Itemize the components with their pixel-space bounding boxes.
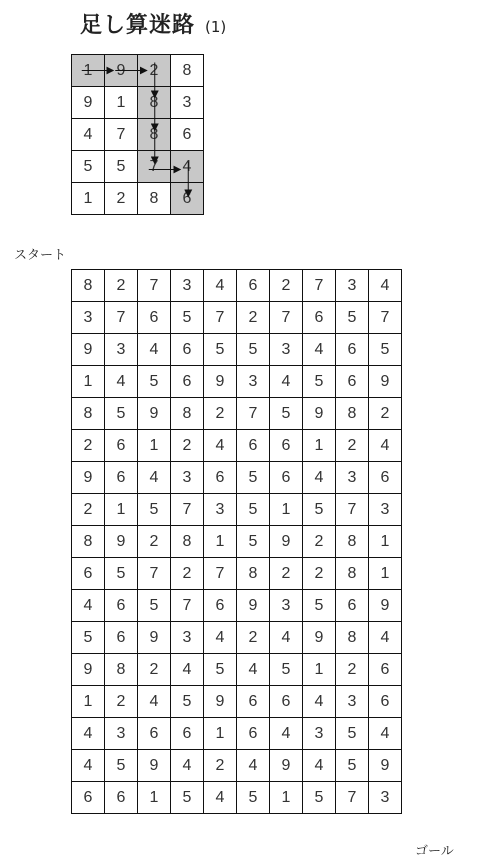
- puzzle-cell[interactable]: 3: [336, 270, 369, 302]
- puzzle-cell[interactable]: 2: [204, 398, 237, 430]
- puzzle-cell[interactable]: 5: [270, 654, 303, 686]
- puzzle-cell[interactable]: 5: [105, 558, 138, 590]
- puzzle-cell[interactable]: 4: [369, 718, 402, 750]
- example-cell: 5: [105, 151, 138, 183]
- puzzle-cell[interactable]: 1: [72, 686, 105, 718]
- puzzle-cell[interactable]: 5: [237, 526, 270, 558]
- puzzle-cell[interactable]: 2: [369, 398, 402, 430]
- puzzle-cell[interactable]: 3: [336, 686, 369, 718]
- puzzle-cell[interactable]: 8: [336, 398, 369, 430]
- puzzle-cell[interactable]: 3: [171, 622, 204, 654]
- puzzle-cell[interactable]: 4: [138, 334, 171, 366]
- puzzle-cell[interactable]: 7: [138, 270, 171, 302]
- puzzle-cell[interactable]: 6: [105, 430, 138, 462]
- example-cell: 1: [105, 87, 138, 119]
- puzzle-cell[interactable]: 7: [369, 302, 402, 334]
- puzzle-cell[interactable]: 8: [72, 398, 105, 430]
- puzzle-cell[interactable]: 9: [138, 622, 171, 654]
- puzzle-cell[interactable]: 7: [204, 558, 237, 590]
- puzzle-cell[interactable]: 3: [105, 718, 138, 750]
- puzzle-cell[interactable]: 9: [270, 526, 303, 558]
- puzzle-cell[interactable]: 4: [72, 590, 105, 622]
- puzzle-cell[interactable]: 2: [204, 750, 237, 782]
- puzzle-cell[interactable]: 5: [72, 622, 105, 654]
- example-row: [72, 55, 204, 87]
- puzzle-cell[interactable]: 9: [204, 366, 237, 398]
- puzzle-cell[interactable]: 3: [270, 590, 303, 622]
- puzzle-cell[interactable]: 3: [369, 494, 402, 526]
- puzzle-row: [72, 366, 402, 398]
- puzzle-cell[interactable]: 7: [204, 302, 237, 334]
- title-number: (1): [205, 18, 227, 36]
- puzzle-cell[interactable]: 5: [336, 718, 369, 750]
- puzzle-row: [72, 526, 402, 558]
- example-row: [72, 87, 204, 119]
- puzzle-cell[interactable]: 7: [336, 782, 369, 814]
- example-cell: 1: [72, 55, 105, 87]
- puzzle-cell[interactable]: 1: [138, 782, 171, 814]
- puzzle-row: [72, 334, 402, 366]
- puzzle-cell[interactable]: 6: [72, 782, 105, 814]
- puzzle-cell[interactable]: 9: [237, 590, 270, 622]
- puzzle-cell[interactable]: 5: [204, 654, 237, 686]
- puzzle-cell[interactable]: 4: [369, 430, 402, 462]
- puzzle-cell[interactable]: 4: [369, 622, 402, 654]
- puzzle-cell[interactable]: 1: [369, 526, 402, 558]
- puzzle-cell[interactable]: 1: [72, 366, 105, 398]
- puzzle-cell[interactable]: 2: [138, 654, 171, 686]
- puzzle-cell[interactable]: 9: [72, 334, 105, 366]
- puzzle-cell[interactable]: 9: [369, 366, 402, 398]
- start-label: スタート: [14, 248, 67, 263]
- puzzle-cell[interactable]: 5: [138, 590, 171, 622]
- puzzle-cell[interactable]: 4: [303, 462, 336, 494]
- puzzle-cell[interactable]: 5: [270, 398, 303, 430]
- example-cell: 1: [72, 183, 105, 215]
- puzzle-cell[interactable]: 1: [270, 494, 303, 526]
- puzzle-cell[interactable]: 2: [171, 558, 204, 590]
- puzzle-grid: [71, 269, 402, 814]
- puzzle-cell[interactable]: 2: [270, 558, 303, 590]
- puzzle-cell[interactable]: 2: [237, 302, 270, 334]
- puzzle-cell[interactable]: 4: [303, 334, 336, 366]
- puzzle-cell[interactable]: 3: [237, 366, 270, 398]
- puzzle-cell[interactable]: 9: [303, 622, 336, 654]
- puzzle-cell[interactable]: 6: [369, 654, 402, 686]
- puzzle-cell[interactable]: 2: [336, 654, 369, 686]
- puzzle-cell[interactable]: 6: [369, 686, 402, 718]
- puzzle-cell[interactable]: 5: [303, 782, 336, 814]
- puzzle-cell[interactable]: 5: [336, 750, 369, 782]
- puzzle-cell[interactable]: 9: [270, 750, 303, 782]
- puzzle-cell[interactable]: 4: [270, 622, 303, 654]
- puzzle-cell[interactable]: 4: [204, 270, 237, 302]
- puzzle-cell[interactable]: 5: [237, 782, 270, 814]
- puzzle-cell[interactable]: 1: [369, 558, 402, 590]
- puzzle-row: [72, 590, 402, 622]
- title-main: 足し算迷路: [80, 13, 196, 38]
- puzzle-cell[interactable]: 4: [303, 750, 336, 782]
- puzzle-cell[interactable]: 5: [303, 494, 336, 526]
- puzzle-cell[interactable]: 6: [270, 430, 303, 462]
- puzzle-cell[interactable]: 3: [171, 270, 204, 302]
- puzzle-cell[interactable]: 8: [237, 558, 270, 590]
- puzzle-cell[interactable]: 9: [138, 750, 171, 782]
- puzzle-cell[interactable]: 5: [105, 398, 138, 430]
- puzzle-cell[interactable]: 9: [72, 462, 105, 494]
- puzzle-cell[interactable]: 5: [171, 686, 204, 718]
- puzzle-cell[interactable]: 5: [303, 366, 336, 398]
- puzzle-cell[interactable]: 5: [369, 334, 402, 366]
- puzzle-cell[interactable]: 4: [171, 654, 204, 686]
- puzzle-row: [72, 622, 402, 654]
- example-cell: 8: [171, 55, 204, 87]
- puzzle-cell[interactable]: 6: [237, 270, 270, 302]
- puzzle-cell[interactable]: 2: [303, 526, 336, 558]
- puzzle-cell[interactable]: 6: [105, 782, 138, 814]
- puzzle-cell[interactable]: 5: [204, 334, 237, 366]
- puzzle-cell[interactable]: 6: [72, 558, 105, 590]
- puzzle-cell[interactable]: 4: [369, 270, 402, 302]
- puzzle-row: [72, 270, 402, 302]
- example-cell: 4: [171, 151, 204, 183]
- puzzle-cell[interactable]: 6: [138, 718, 171, 750]
- puzzle-row: [72, 750, 402, 782]
- example-cell: 8: [138, 183, 171, 215]
- puzzle-cell[interactable]: 6: [270, 686, 303, 718]
- puzzle-row: [72, 462, 402, 494]
- puzzle-cell[interactable]: 6: [336, 334, 369, 366]
- puzzle-cell[interactable]: 4: [138, 462, 171, 494]
- puzzle-cell[interactable]: 4: [204, 430, 237, 462]
- example-cell: 5: [72, 151, 105, 183]
- example-cell: 6: [171, 119, 204, 151]
- puzzle-cell[interactable]: 8: [336, 622, 369, 654]
- puzzle-cell[interactable]: 3: [303, 718, 336, 750]
- puzzle-cell[interactable]: 8: [72, 270, 105, 302]
- puzzle-cell[interactable]: 6: [336, 590, 369, 622]
- puzzle-cell[interactable]: 6: [237, 430, 270, 462]
- puzzle-cell[interactable]: 4: [138, 686, 171, 718]
- puzzle-cell[interactable]: 3: [105, 334, 138, 366]
- puzzle-cell[interactable]: 6: [105, 462, 138, 494]
- puzzle-cell[interactable]: 3: [171, 462, 204, 494]
- page-title: [80, 8, 226, 38]
- puzzle-cell[interactable]: 3: [369, 782, 402, 814]
- example-row: [72, 151, 204, 183]
- puzzle-cell[interactable]: 3: [270, 334, 303, 366]
- puzzle-cell[interactable]: 7: [138, 558, 171, 590]
- puzzle-cell[interactable]: 1: [138, 430, 171, 462]
- puzzle-cell[interactable]: 5: [171, 782, 204, 814]
- puzzle-cell[interactable]: 2: [303, 558, 336, 590]
- puzzle-cell[interactable]: 2: [105, 270, 138, 302]
- puzzle-cell[interactable]: 2: [171, 430, 204, 462]
- puzzle-cell[interactable]: 9: [72, 654, 105, 686]
- puzzle-cell[interactable]: 9: [138, 398, 171, 430]
- puzzle-cell[interactable]: 4: [204, 782, 237, 814]
- puzzle-cell[interactable]: 6: [171, 334, 204, 366]
- puzzle-cell[interactable]: 2: [336, 430, 369, 462]
- puzzle-cell[interactable]: 7: [171, 494, 204, 526]
- puzzle-cell[interactable]: 9: [204, 686, 237, 718]
- puzzle-cell[interactable]: 1: [204, 526, 237, 558]
- puzzle-cell[interactable]: 4: [72, 750, 105, 782]
- example-cell: 6: [171, 183, 204, 215]
- puzzle-cell[interactable]: 1: [303, 654, 336, 686]
- puzzle-cell[interactable]: 8: [336, 558, 369, 590]
- puzzle-cell[interactable]: 5: [237, 462, 270, 494]
- puzzle-cell[interactable]: 4: [72, 718, 105, 750]
- puzzle-cell[interactable]: 8: [105, 654, 138, 686]
- puzzle-cell[interactable]: 7: [237, 398, 270, 430]
- puzzle-cell[interactable]: 2: [72, 430, 105, 462]
- puzzle-cell[interactable]: 4: [204, 622, 237, 654]
- puzzle-cell[interactable]: 1: [105, 494, 138, 526]
- example-cell: 2: [138, 55, 171, 87]
- puzzle-cell[interactable]: 6: [237, 718, 270, 750]
- puzzle-cell[interactable]: 3: [72, 302, 105, 334]
- puzzle-cell[interactable]: 6: [105, 622, 138, 654]
- puzzle-row: [72, 686, 402, 718]
- puzzle-cell[interactable]: 4: [105, 366, 138, 398]
- puzzle-cell[interactable]: 5: [171, 302, 204, 334]
- puzzle-row: [72, 430, 402, 462]
- puzzle-cell[interactable]: 6: [270, 462, 303, 494]
- puzzle-cell[interactable]: 2: [72, 494, 105, 526]
- example-row: [72, 183, 204, 215]
- puzzle-cell[interactable]: 6: [369, 462, 402, 494]
- example-cell: 8: [138, 119, 171, 151]
- puzzle-row: [72, 398, 402, 430]
- puzzle-row: [72, 494, 402, 526]
- puzzle-cell[interactable]: 6: [138, 302, 171, 334]
- example-grid: [71, 54, 204, 215]
- puzzle-cell[interactable]: 6: [237, 686, 270, 718]
- puzzle-cell[interactable]: 6: [171, 366, 204, 398]
- puzzle-cell[interactable]: 7: [303, 270, 336, 302]
- puzzle-cell[interactable]: 6: [204, 462, 237, 494]
- puzzle-cell[interactable]: 3: [204, 494, 237, 526]
- puzzle-cell[interactable]: 2: [105, 686, 138, 718]
- example-row: [72, 119, 204, 151]
- puzzle-cell[interactable]: 4: [270, 366, 303, 398]
- example-cell: 8: [138, 87, 171, 119]
- puzzle-cell[interactable]: 6: [303, 302, 336, 334]
- puzzle-cell[interactable]: 8: [72, 526, 105, 558]
- puzzle-cell[interactable]: 5: [336, 302, 369, 334]
- puzzle-cell[interactable]: 6: [171, 718, 204, 750]
- puzzle-cell[interactable]: 6: [204, 590, 237, 622]
- example-cell: 9: [105, 55, 138, 87]
- puzzle-cell[interactable]: 7: [270, 302, 303, 334]
- example-cell: 3: [171, 87, 204, 119]
- example-cell: 2: [105, 183, 138, 215]
- puzzle-cell[interactable]: 4: [171, 750, 204, 782]
- puzzle-row: [72, 782, 402, 814]
- puzzle-cell[interactable]: 1: [303, 430, 336, 462]
- puzzle-cell[interactable]: 9: [369, 750, 402, 782]
- puzzle-cell[interactable]: 7: [171, 590, 204, 622]
- example-cell: 7: [105, 119, 138, 151]
- example-cell: 7: [138, 151, 171, 183]
- puzzle-cell[interactable]: 8: [171, 398, 204, 430]
- puzzle-cell[interactable]: 4: [270, 718, 303, 750]
- puzzle-cell[interactable]: 1: [204, 718, 237, 750]
- puzzle-row: [72, 302, 402, 334]
- puzzle-cell[interactable]: 6: [105, 590, 138, 622]
- puzzle-row: [72, 654, 402, 686]
- puzzle-cell[interactable]: 5: [138, 366, 171, 398]
- puzzle-cell[interactable]: 9: [105, 526, 138, 558]
- puzzle-cell[interactable]: 5: [237, 494, 270, 526]
- puzzle-cell[interactable]: 8: [336, 526, 369, 558]
- puzzle-cell[interactable]: 2: [270, 270, 303, 302]
- puzzle-cell[interactable]: 5: [105, 750, 138, 782]
- example-cell: 9: [72, 87, 105, 119]
- puzzle-cell[interactable]: 4: [237, 654, 270, 686]
- puzzle-cell[interactable]: 5: [138, 494, 171, 526]
- puzzle-cell[interactable]: 4: [303, 686, 336, 718]
- puzzle-row: [72, 718, 402, 750]
- example-cell: 4: [72, 119, 105, 151]
- puzzle-cell[interactable]: 3: [336, 462, 369, 494]
- goal-label: ゴール: [415, 844, 454, 859]
- puzzle-cell[interactable]: 6: [336, 366, 369, 398]
- puzzle-cell[interactable]: 5: [237, 334, 270, 366]
- puzzle-cell[interactable]: 2: [237, 622, 270, 654]
- puzzle-cell[interactable]: 5: [303, 590, 336, 622]
- puzzle-cell[interactable]: 7: [336, 494, 369, 526]
- puzzle-cell[interactable]: 9: [303, 398, 336, 430]
- puzzle-cell[interactable]: 1: [270, 782, 303, 814]
- puzzle-cell[interactable]: 8: [171, 526, 204, 558]
- puzzle-cell[interactable]: 9: [369, 590, 402, 622]
- puzzle-cell[interactable]: 2: [138, 526, 171, 558]
- puzzle-cell[interactable]: 4: [237, 750, 270, 782]
- puzzle-row: [72, 558, 402, 590]
- puzzle-cell[interactable]: 7: [105, 302, 138, 334]
